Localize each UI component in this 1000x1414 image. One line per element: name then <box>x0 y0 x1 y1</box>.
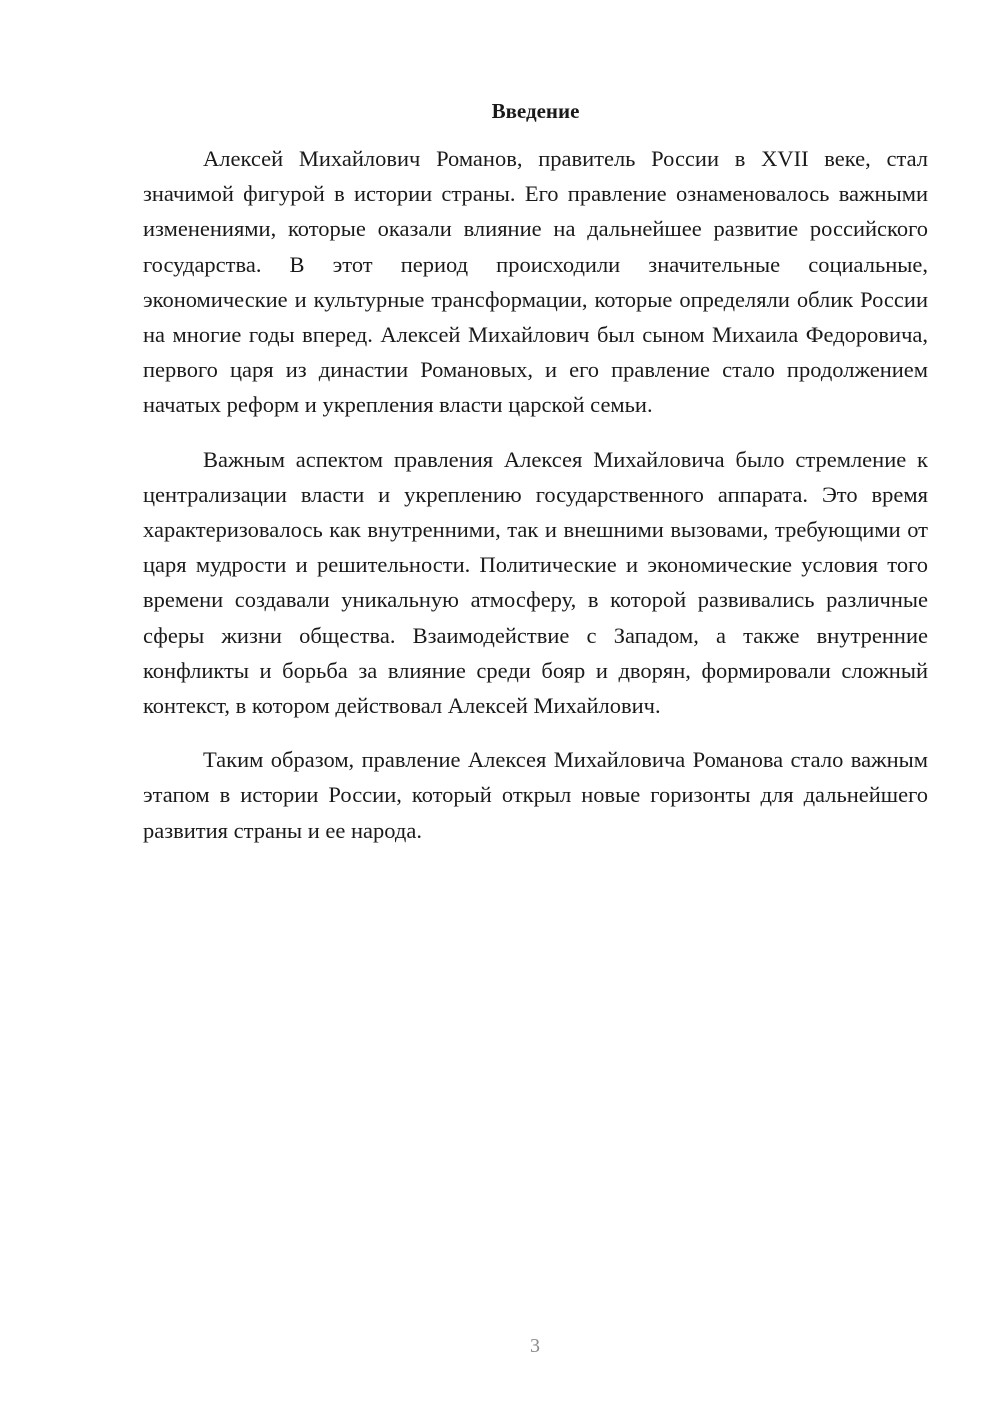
section-title: Введение <box>491 99 580 123</box>
paragraph-3: Таким образом, правление Алексея Михайловича Романова стало важным этапом в истории России, который открыл новые горизонты для дальнейшего развития страны и ее народа. <box>143 747 928 843</box>
paragraph-2: Важным аспектом правления Алексея Михайловича было стремление к централизации власти и укреплению государственного аппарата. Это время характеризовалось как внутренними, так и внешними вызовами, требующими от царя мудрости и решительности. Политические и экономические условия того времени создавали уникальную атмосферу, в которой развивались различные сферы жизни общества. Взаимодействие с Западом, а также внутренние конфликты и борьба за влияние среди бояр и дворян, формировали сложный контекст, в котором действовал Алексей Михайлович. <box>143 446 928 719</box>
document-body <box>143 141 928 867</box>
page-number: 3 <box>530 1335 540 1357</box>
paragraph-1: Алексей Михайлович Романов, правитель России в XVII веке, стал значимой фигурой в истории страны. Его правление ознаменовалось важными изменениями, которые оказали влияние на дальнейшее развитие российского государства. В этот период происходили значительные социальные, экономические и культурные трансформации, которые определяли облик России на многие годы вперед. Алексей Михайлович был сыном Михаила Федоровича, первого царя из династии Романовых, и его правление стало продолжением начатых реформ и укрепления власти царской семьи. <box>143 146 928 418</box>
